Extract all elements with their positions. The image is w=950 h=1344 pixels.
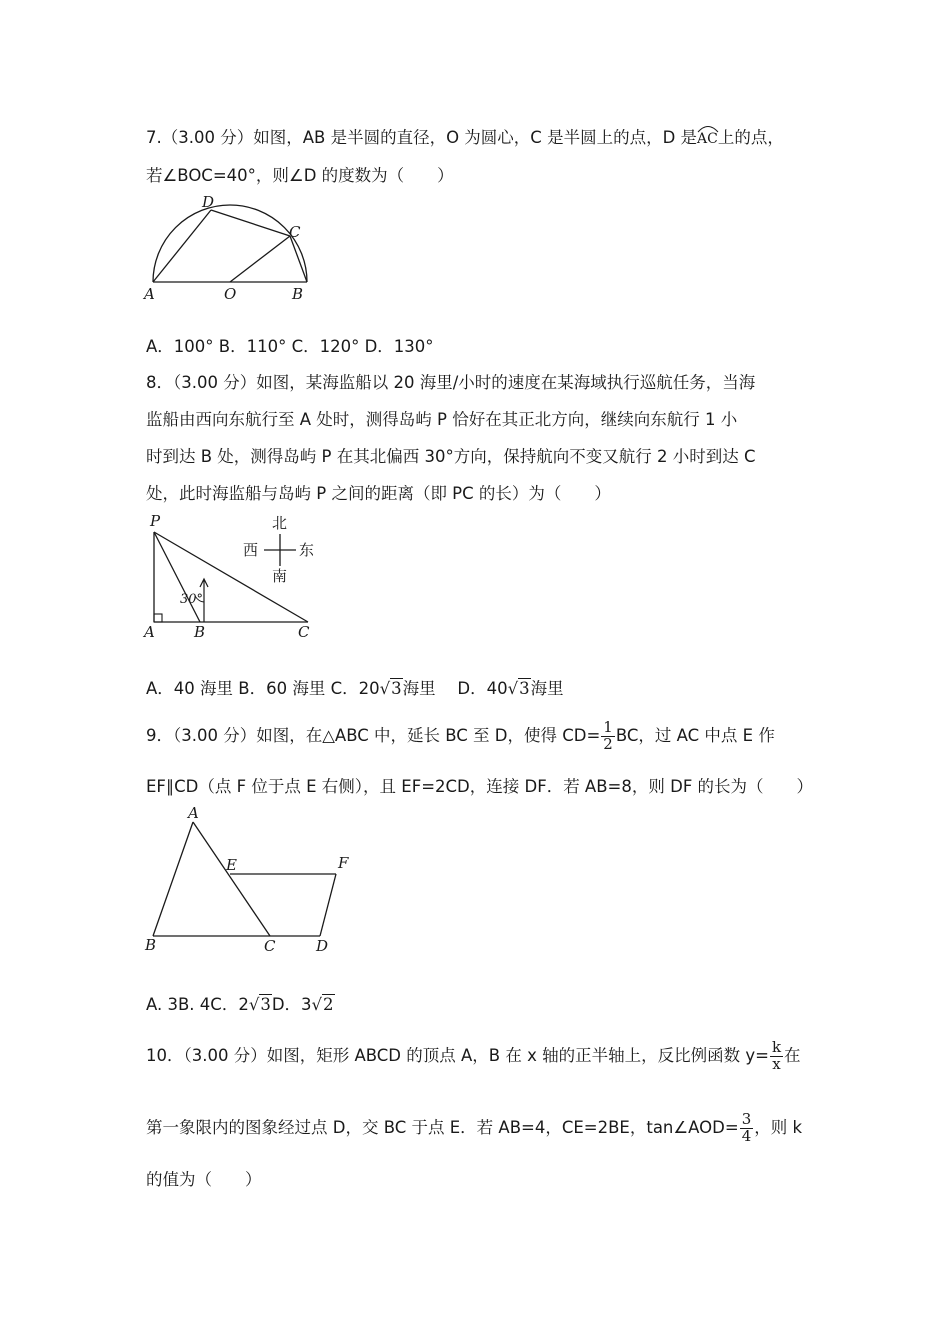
- segment-oc: [230, 236, 290, 282]
- compass-north: 北: [272, 514, 288, 532]
- sqrt-3: √3: [248, 995, 271, 1014]
- segment-fd: [320, 874, 336, 936]
- right-angle-mark: [154, 614, 162, 622]
- segment-cb: [290, 236, 307, 282]
- label-d: D: [202, 193, 215, 211]
- label-c: C: [289, 223, 301, 241]
- q8-figure-triangle: [140, 508, 330, 643]
- sqrt-2: √2: [311, 995, 334, 1014]
- segment-ac: [193, 822, 270, 936]
- q8-stem-line1: 8．（3.00 分）如图，某海监船以 20 海里/小时的速度在某海域执行巡航任务，当海: [146, 373, 756, 392]
- q9-stem-line2: EF∥CD（点 F 位于点 E 右侧），且 EF=2CD，连接 DF．若 AB=8，则 DF 的长为（ ）: [146, 777, 814, 796]
- q7-stem-line1: 7.（3.00 分）如图，AB 是半圆的直径，O 为圆心，C 是半圆上的点，D 是 AC上的点，: [146, 124, 784, 148]
- q8-stem-line3: 时到达 B 处，测得岛屿 P 在其北偏西 30°方向，保持航向不变又航行 2 小时到达 C: [146, 447, 756, 466]
- sqrt-3: √3: [507, 679, 530, 698]
- q7-stem-line2: 若∠BOC=40°，则∠D 的度数为（ ）: [146, 166, 454, 185]
- q8-stem-line4: 处，此时海监船与岛屿 P 之间的距离（即 PC 的长）为（ ）: [146, 484, 611, 503]
- arc-icon: [697, 123, 719, 133]
- compass-east: 东: [299, 541, 315, 559]
- arc-ac: AC: [697, 131, 718, 147]
- compass-rose: [243, 514, 314, 585]
- q8-options: A．40 海里 B．60 海里 C．20√3海里 D．40√3海里: [146, 679, 564, 698]
- compass-south: 南: [272, 567, 288, 585]
- segment-ab: [153, 822, 193, 936]
- label-e: E: [226, 856, 237, 874]
- label-d: D: [316, 937, 329, 955]
- label-b: B: [194, 623, 206, 641]
- label-p: P: [150, 512, 161, 530]
- label-a: A: [144, 623, 155, 641]
- q10-stem-line3: 的值为（ ）: [146, 1170, 262, 1189]
- label-c: C: [264, 937, 276, 955]
- q8-stem-line2: 监船由西向东航行至 A 处时，测得岛屿 P 恰好在其正北方向，继续向东航行 1 小: [146, 410, 738, 429]
- label-b: B: [292, 285, 304, 303]
- compass-west: 西: [243, 541, 259, 559]
- sqrt-3: √3: [379, 679, 402, 698]
- label-c: C: [298, 623, 310, 641]
- segment-dc: [211, 210, 290, 236]
- label-b: B: [145, 936, 157, 954]
- fraction-one-half: $\frac{1}{2}$: [603, 718, 613, 753]
- fraction-k-over-x: $\frac{k}{x}$: [771, 1038, 782, 1073]
- q9-stem-line1: 9．（3.00 分）如图，在△ABC 中，延长 BC 至 D，使得 CD= $\frac{1}{2}$ BC，过 AC 中点 E 作: [146, 718, 775, 753]
- q10-stem-line1: 10．（3.00 分）如图，矩形 ABCD 的顶点 A，B 在 x 轴的正半轴上，反比例函数 y= $\frac{k}{x}$ 在: [146, 1038, 801, 1073]
- q9-options: A. 3B. 4C．2√3D．3√2: [146, 995, 334, 1014]
- q7-options: A．100° B．110° C．120° D．130°: [146, 337, 434, 356]
- label-angle: 30°: [180, 592, 204, 607]
- q7-figure-semicircle: [140, 192, 320, 307]
- label-o: O: [224, 285, 237, 303]
- fraction-three-quarters: $\frac{3}{4}$: [741, 1110, 752, 1145]
- label-f: F: [338, 854, 349, 872]
- label-a: A: [188, 804, 199, 822]
- label-a: A: [144, 285, 155, 303]
- q9-figure-triangle-parallelogram: [140, 800, 360, 960]
- q10-stem-line2: 第一象限内的图象经过点 D，交 BC 于点 E．若 AB=4，CE=2BE，tan∠AOD= $\frac{3}{4}$ ，则 k: [146, 1110, 803, 1145]
